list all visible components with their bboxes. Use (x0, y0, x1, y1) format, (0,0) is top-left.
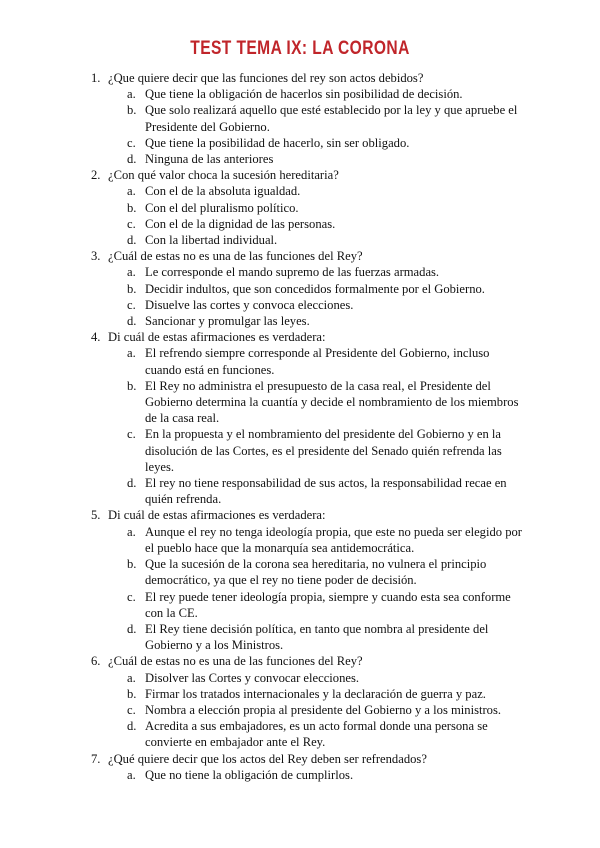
option-a (0, 767, 600, 783)
option-text: El Rey tiene decisión política, en tanto que nombra al presidente del Gobierno y a los Ministros. (145, 621, 489, 653)
option-b (0, 686, 600, 702)
option-letter: a. (127, 265, 136, 280)
option-letter: c. (127, 702, 136, 717)
option-text: Con el del pluralismo político. (145, 200, 299, 215)
question-1 (0, 70, 600, 167)
option-text: Nombra a elección propia al presidente del Gobierno y a los ministros. (145, 702, 502, 717)
option-letter: c. (127, 297, 136, 312)
question-number: 1. (91, 71, 101, 85)
option-b (0, 102, 600, 134)
question-text: ¿Cuál de estas no es una de las funciones del Rey? (108, 654, 363, 669)
question-text: ¿Con qué valor choca la sucesión hereditaria? (108, 168, 339, 183)
option-a (0, 524, 600, 556)
question-text: ¿Qué quiere decir que los actos del Rey deben ser refrendados? (108, 751, 427, 766)
option-letter: b. (127, 103, 137, 118)
option-text: En la propuesta y el nombramiento del presidente del Gobierno y en la disolución de las Cortes, es el presidente del Senado quién refrenda las leyes. (145, 427, 502, 474)
option-letter: a. (127, 524, 136, 539)
option-letter: d. (127, 476, 137, 491)
question-2 (0, 167, 600, 248)
question-number: 4. (91, 330, 101, 345)
option-c (0, 297, 600, 313)
option-text: Con el de la dignidad de las personas. (145, 216, 336, 231)
option-b (0, 378, 600, 427)
option-letter: d. (127, 621, 137, 636)
option-text: Que tiene la obligación de hacerlos sin posibilidad de decisión. (145, 87, 463, 102)
question-text: Di cuál de estas afirmaciones es verdadera: (108, 330, 326, 345)
option-text: Ninguna de las anteriores (145, 152, 274, 167)
option-text: Firmar los tratados internacionales y la declaración de guerra y paz. (145, 686, 486, 701)
option-letter: d. (127, 719, 137, 734)
option-text: El rey puede tener ideología propia, siempre y cuando esta sea conforme con la CE. (145, 589, 511, 620)
question-6 (0, 653, 600, 750)
option-d (0, 718, 600, 750)
option-text: Aunque el rey no tenga ideología propia, que este no pueda ser elegido por el pueblo hace que la monarquía sea antidemocrática. (145, 524, 522, 555)
option-letter: b. (127, 557, 137, 572)
document-title: TEST TEMA IX: LA CORONA (190, 38, 410, 59)
question-text: Di cuál de estas afirmaciones es verdadera: (108, 508, 326, 523)
question-number: 5. (91, 508, 101, 523)
question-text: ¿Que quiere decir que las funciones del rey son actos debidos? (108, 71, 424, 85)
option-text: El refrendo siempre corresponde al Presidente del Gobierno, incluso cuando está en funciones. (145, 346, 490, 377)
option-c (0, 589, 600, 621)
option-letter: a. (127, 87, 136, 102)
option-list (0, 767, 600, 783)
option-c (0, 216, 600, 232)
question-number: 3. (91, 249, 101, 264)
option-list (0, 264, 600, 329)
option-b (0, 200, 600, 216)
option-letter: c. (127, 135, 136, 150)
option-text: Sancionar y promulgar las leyes. (145, 314, 310, 329)
option-text: Que tiene la posibilidad de hacerlo, sin ser obligado. (145, 135, 410, 150)
option-c (0, 702, 600, 718)
option-a (0, 345, 600, 377)
option-list (0, 524, 600, 654)
question-number: 6. (91, 654, 101, 669)
option-a (0, 183, 600, 199)
option-a (0, 670, 600, 686)
option-text: Que solo realizará aquello que esté establecido por la ley y que apruebe el Presidente del Gobierno. (145, 103, 518, 134)
option-text: Le corresponde el mando supremo de las fuerzas armadas. (145, 265, 440, 280)
question-list (0, 70, 600, 783)
option-list (0, 345, 600, 507)
option-letter: d. (127, 314, 137, 329)
option-letter: d. (127, 233, 137, 248)
option-b (0, 281, 600, 297)
option-c (0, 135, 600, 151)
option-d (0, 313, 600, 329)
option-letter: a. (127, 184, 136, 199)
option-text: Disuelve las cortes y convoca elecciones. (145, 297, 354, 312)
option-text: Acredita a sus embajadores, es un acto formal donde una persona se convierte en embajador ante el Rey. (145, 719, 488, 750)
option-text: Disolver las Cortes y convocar elecciones. (145, 670, 360, 685)
option-letter: c. (127, 216, 136, 231)
option-letter: b. (127, 200, 137, 215)
option-letter: c. (127, 589, 136, 604)
option-c (0, 426, 600, 475)
question-text: ¿Cuál de estas no es una de las funciones del Rey? (108, 249, 363, 264)
option-d (0, 475, 600, 507)
option-a (0, 86, 600, 102)
option-b (0, 556, 600, 588)
option-letter: d. (127, 152, 137, 167)
option-list (0, 86, 600, 167)
option-text: Con la libertad individual. (145, 233, 278, 248)
option-list (0, 670, 600, 751)
option-list (0, 183, 600, 248)
question-number: 7. (91, 751, 101, 766)
option-letter: b. (127, 378, 137, 393)
option-text: El rey no tiene responsabilidad de sus actos, la responsabilidad recae en quién refrenda. (145, 476, 507, 507)
question-number: 2. (91, 168, 101, 183)
option-d (0, 232, 600, 248)
option-letter: b. (127, 281, 137, 296)
option-letter: a. (127, 670, 136, 685)
option-text: Decidir indultos, que son concedidos formalmente por el Gobierno. (145, 281, 485, 296)
option-a (0, 264, 600, 280)
question-3 (0, 248, 600, 329)
option-letter: c. (127, 427, 136, 442)
option-letter: b. (127, 686, 137, 701)
option-text: Que la sucesión de la corona sea hereditaria, no vulnera el principio democrático, ya que el rey no tiene poder de decisión. (145, 557, 487, 588)
option-text: El Rey no administra el presupuesto de la casa real, el Presidente del Gobierno determina la cuantía y decide el nombramiento de los miembros de la casa real. (145, 378, 519, 426)
option-letter: a. (127, 767, 136, 782)
option-text: Que no tiene la obligación de cumplirlos. (145, 767, 354, 782)
question-7 (0, 751, 600, 783)
question-5 (0, 507, 600, 653)
option-letter: a. (127, 346, 136, 361)
option-d (0, 151, 600, 167)
option-d (0, 621, 600, 653)
option-text: Con el de la absoluta igualdad. (145, 184, 301, 199)
question-4 (0, 329, 600, 507)
